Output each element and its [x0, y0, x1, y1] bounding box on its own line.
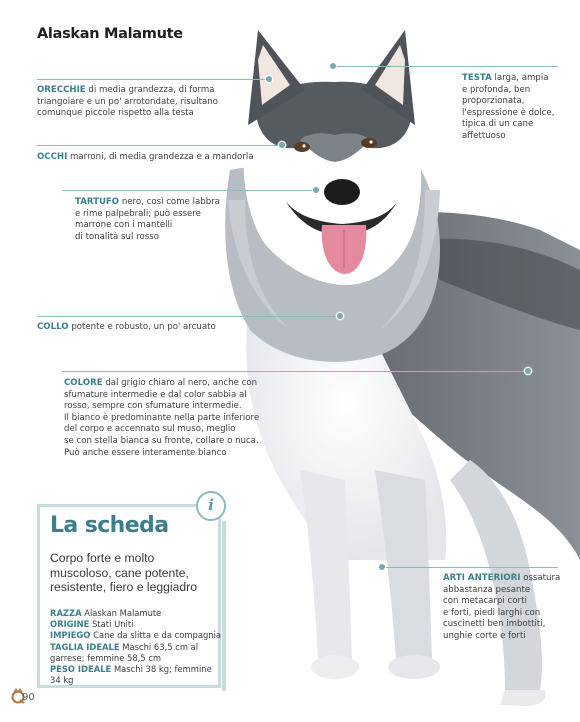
leader-line-occhi [37, 145, 283, 146]
fact-row [50, 608, 222, 619]
fact-value: Maschi 38 kg; femmine 34 kg [50, 664, 212, 686]
leader-line-collo [37, 316, 341, 317]
marker-dot-collo [337, 313, 343, 319]
annotation-orecchie-text: di media grandezza, di forma triangolare e un po' arrotondate, risultano comunque piccole rispetto alla testa [37, 85, 218, 119]
annotation-arti-anteriori [443, 573, 568, 643]
info-icon-glyph: i [208, 496, 214, 514]
scheda-facts [50, 608, 222, 686]
annotation-colore-text: dal grigio chiaro al nero, anche con sfumature intermedie e dal color sabbia al rosso, sempre con sfumature intermedie. Il bianco è predominante nella parte inferiore del corpo e accennato sul muso, meglio se con stella bianca su fronte, collare o nuca. Può anche essere interamente bianco [64, 378, 260, 458]
scheda-box [37, 504, 221, 688]
leader-line-arti [383, 567, 558, 568]
leader-line-tartufo [62, 190, 316, 191]
leader-line-orecchie [37, 79, 269, 80]
fact-row [50, 642, 222, 664]
annotation-colore-key: COLORE [64, 378, 103, 388]
annotation-testa [462, 73, 572, 143]
annotation-testa-text: larga, ampia e profonda, ben proporzionata, l'espressione è dolce, tipica di un cane affettuoso [462, 73, 555, 141]
annotation-arti-key: ARTI ANTERIORI [443, 573, 521, 583]
fact-key: ORIGINE [50, 619, 90, 630]
page-title: Alaskan Malamute [37, 26, 183, 42]
annotation-arti-text: ossatura abbastanza pesante con metacarpi corti e forti, piedi larghi con cuscinetti ben imbottiti, unghie corte e forti [443, 573, 561, 641]
fact-value: Alaskan Malamute [84, 608, 162, 618]
leader-line-colore [62, 371, 528, 372]
scheda-subtitle: Corpo forte e molto muscoloso, cane potente, resistente, fiero e leggiadro [50, 551, 198, 595]
annotation-collo [37, 322, 237, 334]
marker-dot-colore [525, 368, 531, 374]
annotation-colore [64, 378, 279, 459]
marker-dot-occhi [279, 142, 285, 148]
marker-dot-arti [379, 564, 385, 570]
marker-dot-testa [330, 63, 336, 69]
info-icon [196, 491, 226, 521]
fact-row [50, 630, 222, 641]
fact-value: Cane da slitta e da compagnia [93, 630, 222, 641]
annotation-collo-text: potente e robusto, un po' arcuato [71, 322, 216, 332]
fact-key: PESO IDEALE [50, 664, 112, 675]
leader-line-testa [334, 66, 558, 67]
fact-value: Stati Uniti [92, 619, 134, 630]
annotation-testa-key: TESTA [462, 73, 492, 83]
annotation-occhi [37, 152, 267, 164]
marker-dot-tartufo [313, 187, 319, 193]
annotation-orecchie [37, 85, 252, 120]
marker-dot-orecchie [266, 76, 272, 82]
scheda-title: La scheda [50, 513, 169, 538]
fact-key: RAZZA [50, 608, 82, 618]
fact-row [50, 664, 222, 686]
fact-key: IMPIEGO [50, 630, 91, 641]
annotation-occhi-key: OCCHI [37, 152, 68, 162]
fact-value: Maschi 63,5 cm al garrese; femmine 58,5 cm [50, 641, 199, 663]
page-number: 90 [22, 692, 35, 703]
annotation-tartufo-key: TARTUFO [75, 197, 120, 207]
fact-row [50, 619, 222, 630]
annotation-collo-key: COLLO [37, 322, 69, 332]
annotation-orecchie-key: ORECCHIE [37, 85, 86, 95]
annotation-occhi-text: marroni, di media grandezza e a mandorla [70, 152, 254, 162]
annotation-tartufo [75, 197, 235, 243]
fact-key: TAGLIA IDEALE [50, 641, 120, 652]
annotation-tartufo-text: nero, così come labbra e rime palpebrali; può essere marrone con i mantelli di tonalità sul rosso [75, 197, 220, 242]
